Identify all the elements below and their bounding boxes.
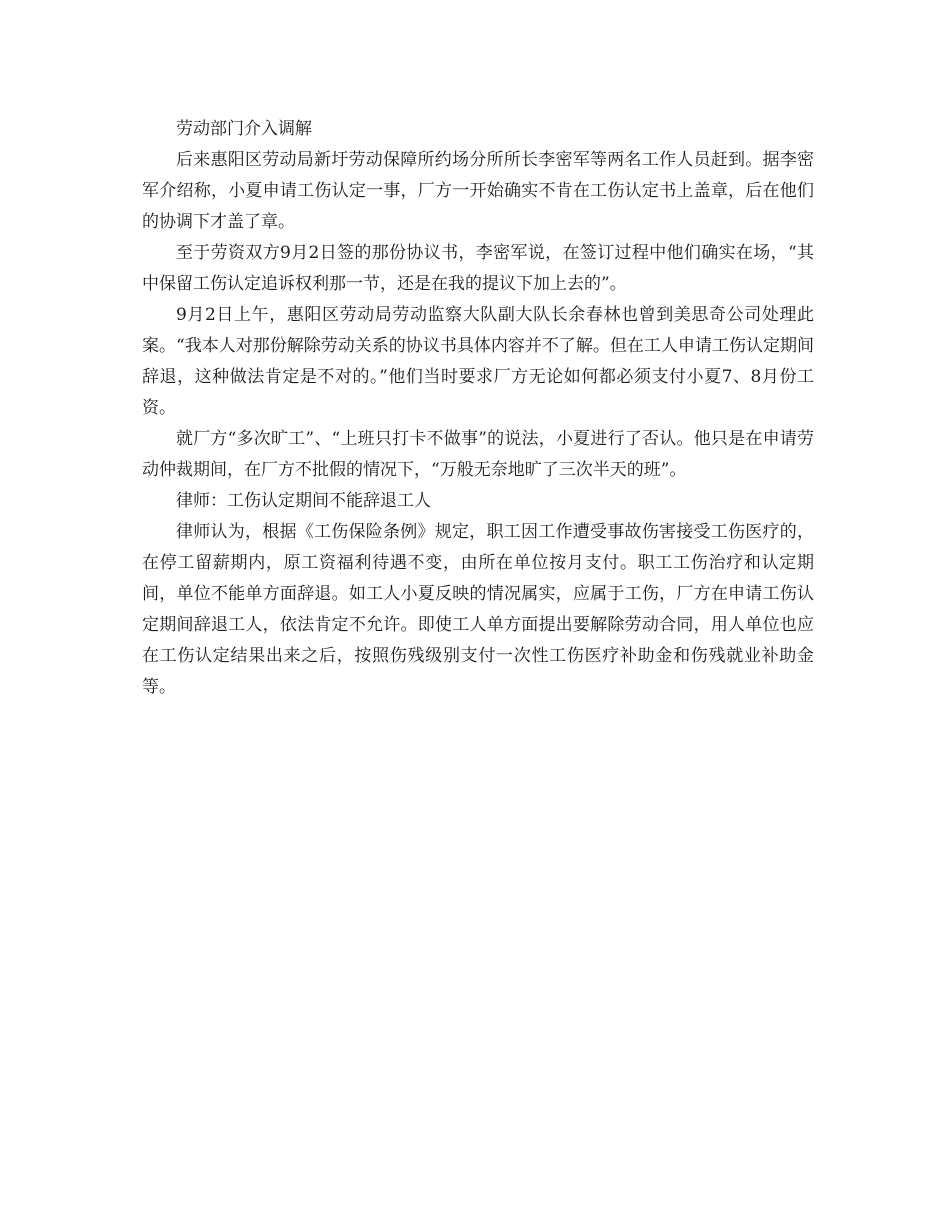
paragraph: 后来惠阳区劳动局新圩劳动保障所约场分所所长李密军等两名工作人员赶到。据李密军介绍称，小夏申请工伤认定一事，厂方一开始确实不肯在工伤认定书上盖章，后在他们的协调下才盖了章。 [142, 150, 814, 232]
section-heading-lawyer: 律师：工伤认定期间不能辞退工人 [176, 491, 431, 511]
section-heading-mediation: 劳动部门介入调解 [176, 119, 312, 139]
article-body [142, 114, 814, 703]
paragraph: 律师认为，根据《工伤保险条例》规定，职工因工作遭受事故伤害接受工伤医疗的，在停工留薪期内，原工资福利待遇不变，由所在单位按月支付。职工工伤治疗和认定期间，单位不能单方面辞退。如工人小夏反映的情况属实，应属于工伤，厂方在申请工伤认定期间辞退工人，依法肯定不允许。即使工人单方面提出要解除劳动合同，用人单位也应在工伤认定结果出来之后，按照伤残级别支付一次性工伤医疗补助金和伤残就业补助金等。 [142, 522, 814, 697]
paragraph: 9月2日上午，惠阳区劳动局劳动监察大队副大队长余春林也曾到美思奇公司处理此案。“我本人对那份解除劳动关系的协议书具体内容并不了解。但在工人申请工伤认定期间辞退，这种做法肯定是不对的。”他们当时要求厂方无论如何都必须支付小夏7、8月份工资。 [142, 305, 814, 418]
paragraph: 就厂方“多次旷工”、“上班只打卡不做事”的说法，小夏进行了否认。他只是在申请劳动仲裁期间，在厂方不批假的情况下，“万般无奈地旷了三次半天的班”。 [142, 429, 814, 480]
paragraph: 至于劳资双方9月2日签的那份协议书，李密军说，在签订过程中他们确实在场，“其中保留工伤认定追诉权利那一节，还是在我的提议下加上去的”。 [142, 243, 814, 294]
